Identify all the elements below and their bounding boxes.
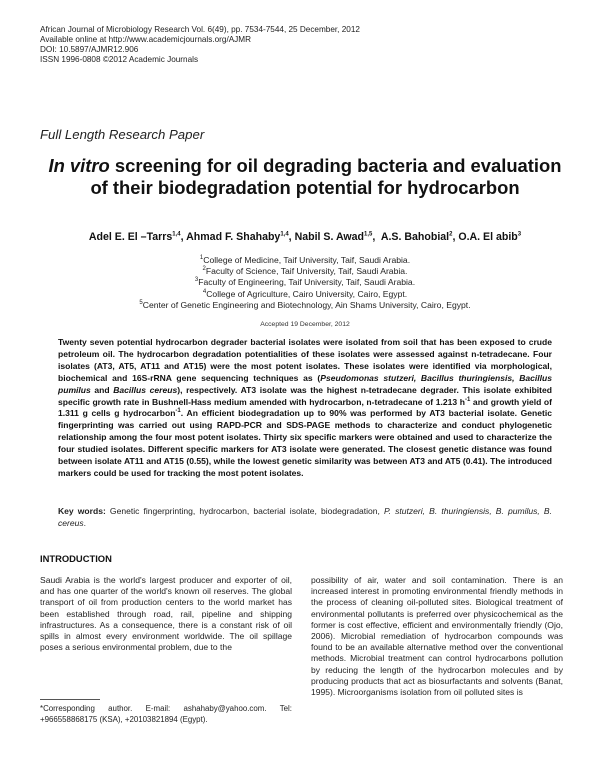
affiliation-item (40, 266, 570, 277)
keywords (58, 506, 552, 530)
issn-line: ISSN 1996-0808 ©2012 Academic Journals (40, 55, 199, 64)
title-italic-part: In vitro (48, 155, 110, 176)
affiliation-marker: 5 (139, 299, 143, 306)
intro-right-column: possibility of air, water and soil contamination. There is an increased interest in promoting environmental friendly methods in the process of cleaning oil-polluted sites. Biological treatment of environmental pollutants is preferred over physicochemical as the former is cost effective, efficient and environmentally friendly (Ojo, 2006). Microbial remediation of hydrocarbon compounds was found to be an available alternative method over the conventional methods. Microbial treatment can control hydrocarbons pollution by reducing the length of the hydrocarbon molecules and by producing products that act as biosurfactants and solvents (Banat, 1995). Microorganisms isolation from oil polluted sites is (311, 575, 563, 698)
availability-line: Available online at http://www.academicjournals.org/AJMR (40, 35, 252, 44)
affiliation-item (40, 289, 570, 300)
author-affiliation-marker: 1,4 (280, 231, 289, 238)
abstract-text: and growth yield of 1.311 g cells g hydrocarbon (58, 396, 552, 419)
keywords-text: Genetic fingerprinting, hydrocarbon, bacterial isolate, biodegradation, (105, 506, 385, 516)
keywords-end: . (83, 517, 87, 528)
affiliation-marker: 3 (194, 277, 199, 284)
species-names: Pseudomonas stutzeri, Bacillus thuringiensis, Bacillus pumilus (58, 372, 552, 395)
corresponding-author-footnote: *Corresponding author. E-mail: ashahaby@yahoo.com. Tel: +966558868175 (KSA), +20103821894 (Egypt). (40, 704, 292, 724)
species-name: Bacillus cereus (113, 384, 178, 395)
affiliation-text: Center of Genetic Engineering and Biotechnology, Ain Shams University, Cairo, Egypt. (142, 299, 471, 310)
keywords-label: Key words: (58, 506, 106, 516)
author-name: Nabil S. Awad (294, 231, 365, 243)
intro-left-column: Saudi Arabia is the world's largest producer and exporter of oil, and has one quarter of the world's known oil reserves. The global transport of oil from production centers to the world market has been established through road, rail, pipeline and shipping infrastructures. As a consequence, there is a constant risk of oil spills in almost every environment worldwide. The oil spillage poses a serious environmental problem, due to the (40, 575, 292, 653)
footnote-rule (40, 699, 100, 700)
abstract-text: Twenty seven potential hydrocarbon degrader bacterial isolates were isolated from soil that has been exposed to crude petroleum oil. The hydrocarbon degradation potentialities of these isolates were assessed against n-tetradecane. Four isolates (AT3, AT5, AT11 and AT15) were the most potent isolates. These isolates were identified via morphological, biochemical and 16S-rRNA gene sequencing techniques as ( (58, 337, 552, 383)
paper-title (40, 155, 570, 199)
affiliation-text: Faculty of Science, Taif University, Taif, Saudi Arabia. (205, 266, 408, 277)
abstract-text: and (90, 384, 114, 395)
affiliation-marker: 1 (199, 255, 204, 262)
author-list: Adel E. El –Tarrs$^{1,4}$, Ahmad F. Shahaby$^{1,4}$, Nabil S. Awad$^{1,5}$, A.S. Bahobial$^2$, O.A. El abib$^3$ (88, 231, 522, 243)
author-affiliation-marker: 1,4 (172, 231, 181, 238)
author-name: O.A. El abib (458, 231, 518, 243)
journal-citation: African Journal of Microbiology Research Vol. 6(49), pp. 7534-7544, 25 December, 2012 (40, 25, 360, 34)
accepted-date: Accepted 19 December, 2012 (260, 321, 350, 328)
doi-line: DOI: 10.5897/AJMR12.906 (40, 45, 139, 54)
title-rest: screening for oil degrading bacteria and evaluation of their biodegradation potential for hydrocarbon (90, 155, 562, 198)
affiliation-marker: 2 (202, 266, 206, 273)
abstract-text: ), respectively. AT3 isolate was the highest n-tetradecane degrader. This isolate exhibited specific growth rate in Bushnell-Hass medium amended with hydrocarbon, n-tetradecane of 1.213 h (58, 384, 552, 407)
affiliation-text: College of Medicine, Taif University, Taif, Saudi Arabia. (203, 255, 411, 265)
keywords-species: P. stutzeri, B. thuringiensis, B. pumilus, B. cereus (58, 506, 552, 528)
introduction-heading: INTRODUCTION (40, 553, 112, 564)
abstract (58, 337, 552, 480)
affiliation-text: Faculty of Engineering, Taif University, Taif, Saudi Arabia. (198, 277, 416, 288)
affiliation-marker: 4 (202, 288, 207, 295)
author-name: Adel E. El –Tarrs (88, 231, 173, 243)
author-name: A.S. Bahobial (380, 231, 450, 243)
affiliation-list (40, 255, 570, 311)
unit-exponent: -1 (175, 408, 181, 415)
section-label: Full Length Research Paper (40, 127, 205, 142)
author-affiliation-marker: 2 (449, 231, 453, 238)
abstract-text: . An efficient biodegradation up to 90% was performed by AT3 bacterial isolate. Genetic fingerprinting was carried out using RAPD-PCR and SDS-PAGE methods to characterize and conduct phylogenetic relationship among the four most potent isolates. Thirty six specific markers were obtained and used to characterize the four studied isolates. Different specific markers for AT3 isolate were generated. The closest genetic distance was found between isolate AT11 and AT15 (0.55), while the lowest genetic similarity was between AT3 and AT5 (0.41). The introduced markers could be used for tracking the most potent isolates. (58, 408, 552, 478)
affiliation-item (40, 277, 570, 288)
unit-exponent: -1 (464, 396, 471, 403)
author-affiliation-marker: 1,5 (364, 231, 373, 238)
affiliation-item (40, 300, 570, 311)
affiliation-text: College of Agriculture, Cairo University, Cairo, Egypt. (206, 288, 408, 299)
affiliation-item (40, 255, 570, 266)
author-name: Ahmad F. Shahaby (186, 231, 281, 243)
author-affiliation-marker: 3 (517, 231, 522, 238)
